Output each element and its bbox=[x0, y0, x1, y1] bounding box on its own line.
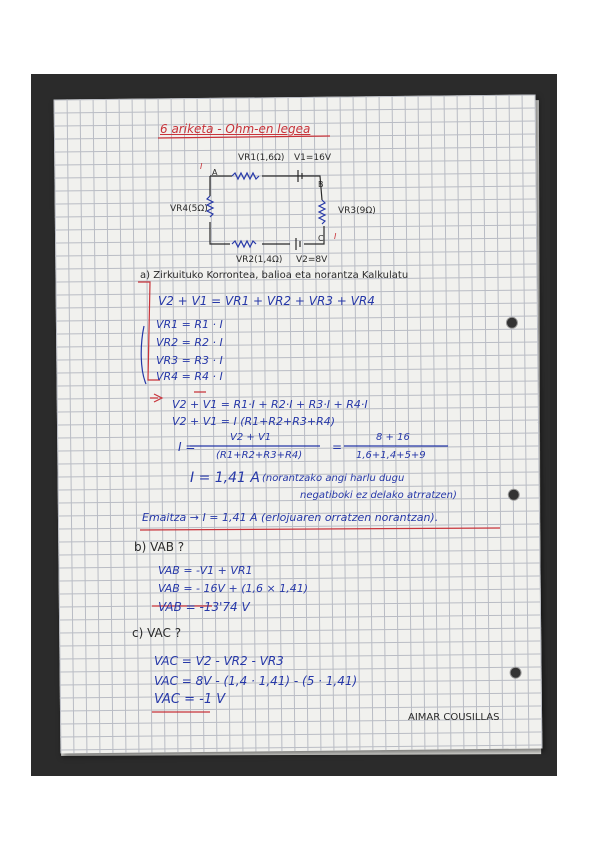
part-c-line1: VAC = V2 - VR2 - VR3 bbox=[154, 654, 284, 668]
fraction2-denominator: 1,6+1,4+5+9 bbox=[356, 450, 426, 461]
direction-note-line1: (norantzako angi harlu dugu bbox=[262, 473, 405, 484]
part-c-result: VAC = -1 V bbox=[154, 692, 226, 707]
equals-sign: = bbox=[332, 440, 343, 454]
part-a-question: a) Zirkuituko Korrontea, balioa eta norantza Kalkulatu bbox=[140, 270, 409, 281]
ohm-law-r3: VR3 = R3 · I bbox=[156, 354, 223, 367]
circuit-label-vr4: VR4(5Ω) bbox=[170, 204, 208, 214]
kirchhoff-equation: V2 + V1 = VR1 + VR2 + VR3 + VR4 bbox=[158, 294, 375, 308]
circuit-label-vr3: VR3(9Ω) bbox=[338, 206, 376, 216]
fraction-numerator: V2 + V1 bbox=[230, 432, 272, 443]
current-label-2: I bbox=[334, 232, 337, 241]
ohm-law-r4: VR4 = R4 · I bbox=[156, 370, 223, 383]
page-title: 6 ariketa - Ohm-en legea bbox=[160, 122, 311, 136]
author-signature: AIMAR COUSILLAS bbox=[408, 712, 500, 723]
fraction-lhs: I = bbox=[178, 440, 196, 454]
current-label-1: I bbox=[200, 162, 203, 171]
circuit-label-v1: V1=16V bbox=[294, 153, 332, 163]
fraction-denominator: (R1+R2+R3+R4) bbox=[216, 450, 303, 461]
circuit-label-vr1: VR1(1,6Ω) bbox=[238, 153, 285, 163]
direction-note-line2: negatiboki ez delako atrratzen) bbox=[300, 490, 457, 501]
node-c-label: C bbox=[318, 234, 324, 243]
fraction2-numerator: 8 + 16 bbox=[376, 432, 410, 443]
part-b-question: b) VAB ? bbox=[134, 540, 185, 554]
circuit-label-vr2: VR2(1,4Ω) bbox=[236, 255, 283, 265]
part-c-line2: VAC = 8V - (1,4 · 1,41) - (5 · 1,41) bbox=[154, 674, 358, 688]
ohm-law-r2: VR2 = R2 · I bbox=[156, 336, 223, 349]
node-b-label: B bbox=[318, 180, 324, 189]
part-b-line2: VAB = - 16V + (1,6 × 1,41) bbox=[158, 582, 309, 595]
part-b-line1: VAB = -V1 + VR1 bbox=[158, 564, 253, 577]
substitution-equation: V2 + V1 = R1·I + R2·I + R3·I + R4·I bbox=[172, 398, 368, 411]
circuit-label-v2: V2=8V bbox=[296, 255, 328, 265]
part-a-answer: Emaitza → I = 1,41 A (erlojuaren orratzen norantzan). bbox=[142, 511, 439, 524]
part-b-result: VAB = -13'74 V bbox=[158, 600, 250, 614]
current-result: I = 1,41 A bbox=[190, 470, 260, 486]
ohm-law-r1: VR1 = R1 · I bbox=[156, 318, 223, 331]
factored-equation: V2 + V1 = I (R1+R2+R3+R4) bbox=[172, 415, 336, 428]
part-c-question: c) VAC ? bbox=[132, 626, 182, 640]
node-a-label: A bbox=[212, 168, 218, 177]
